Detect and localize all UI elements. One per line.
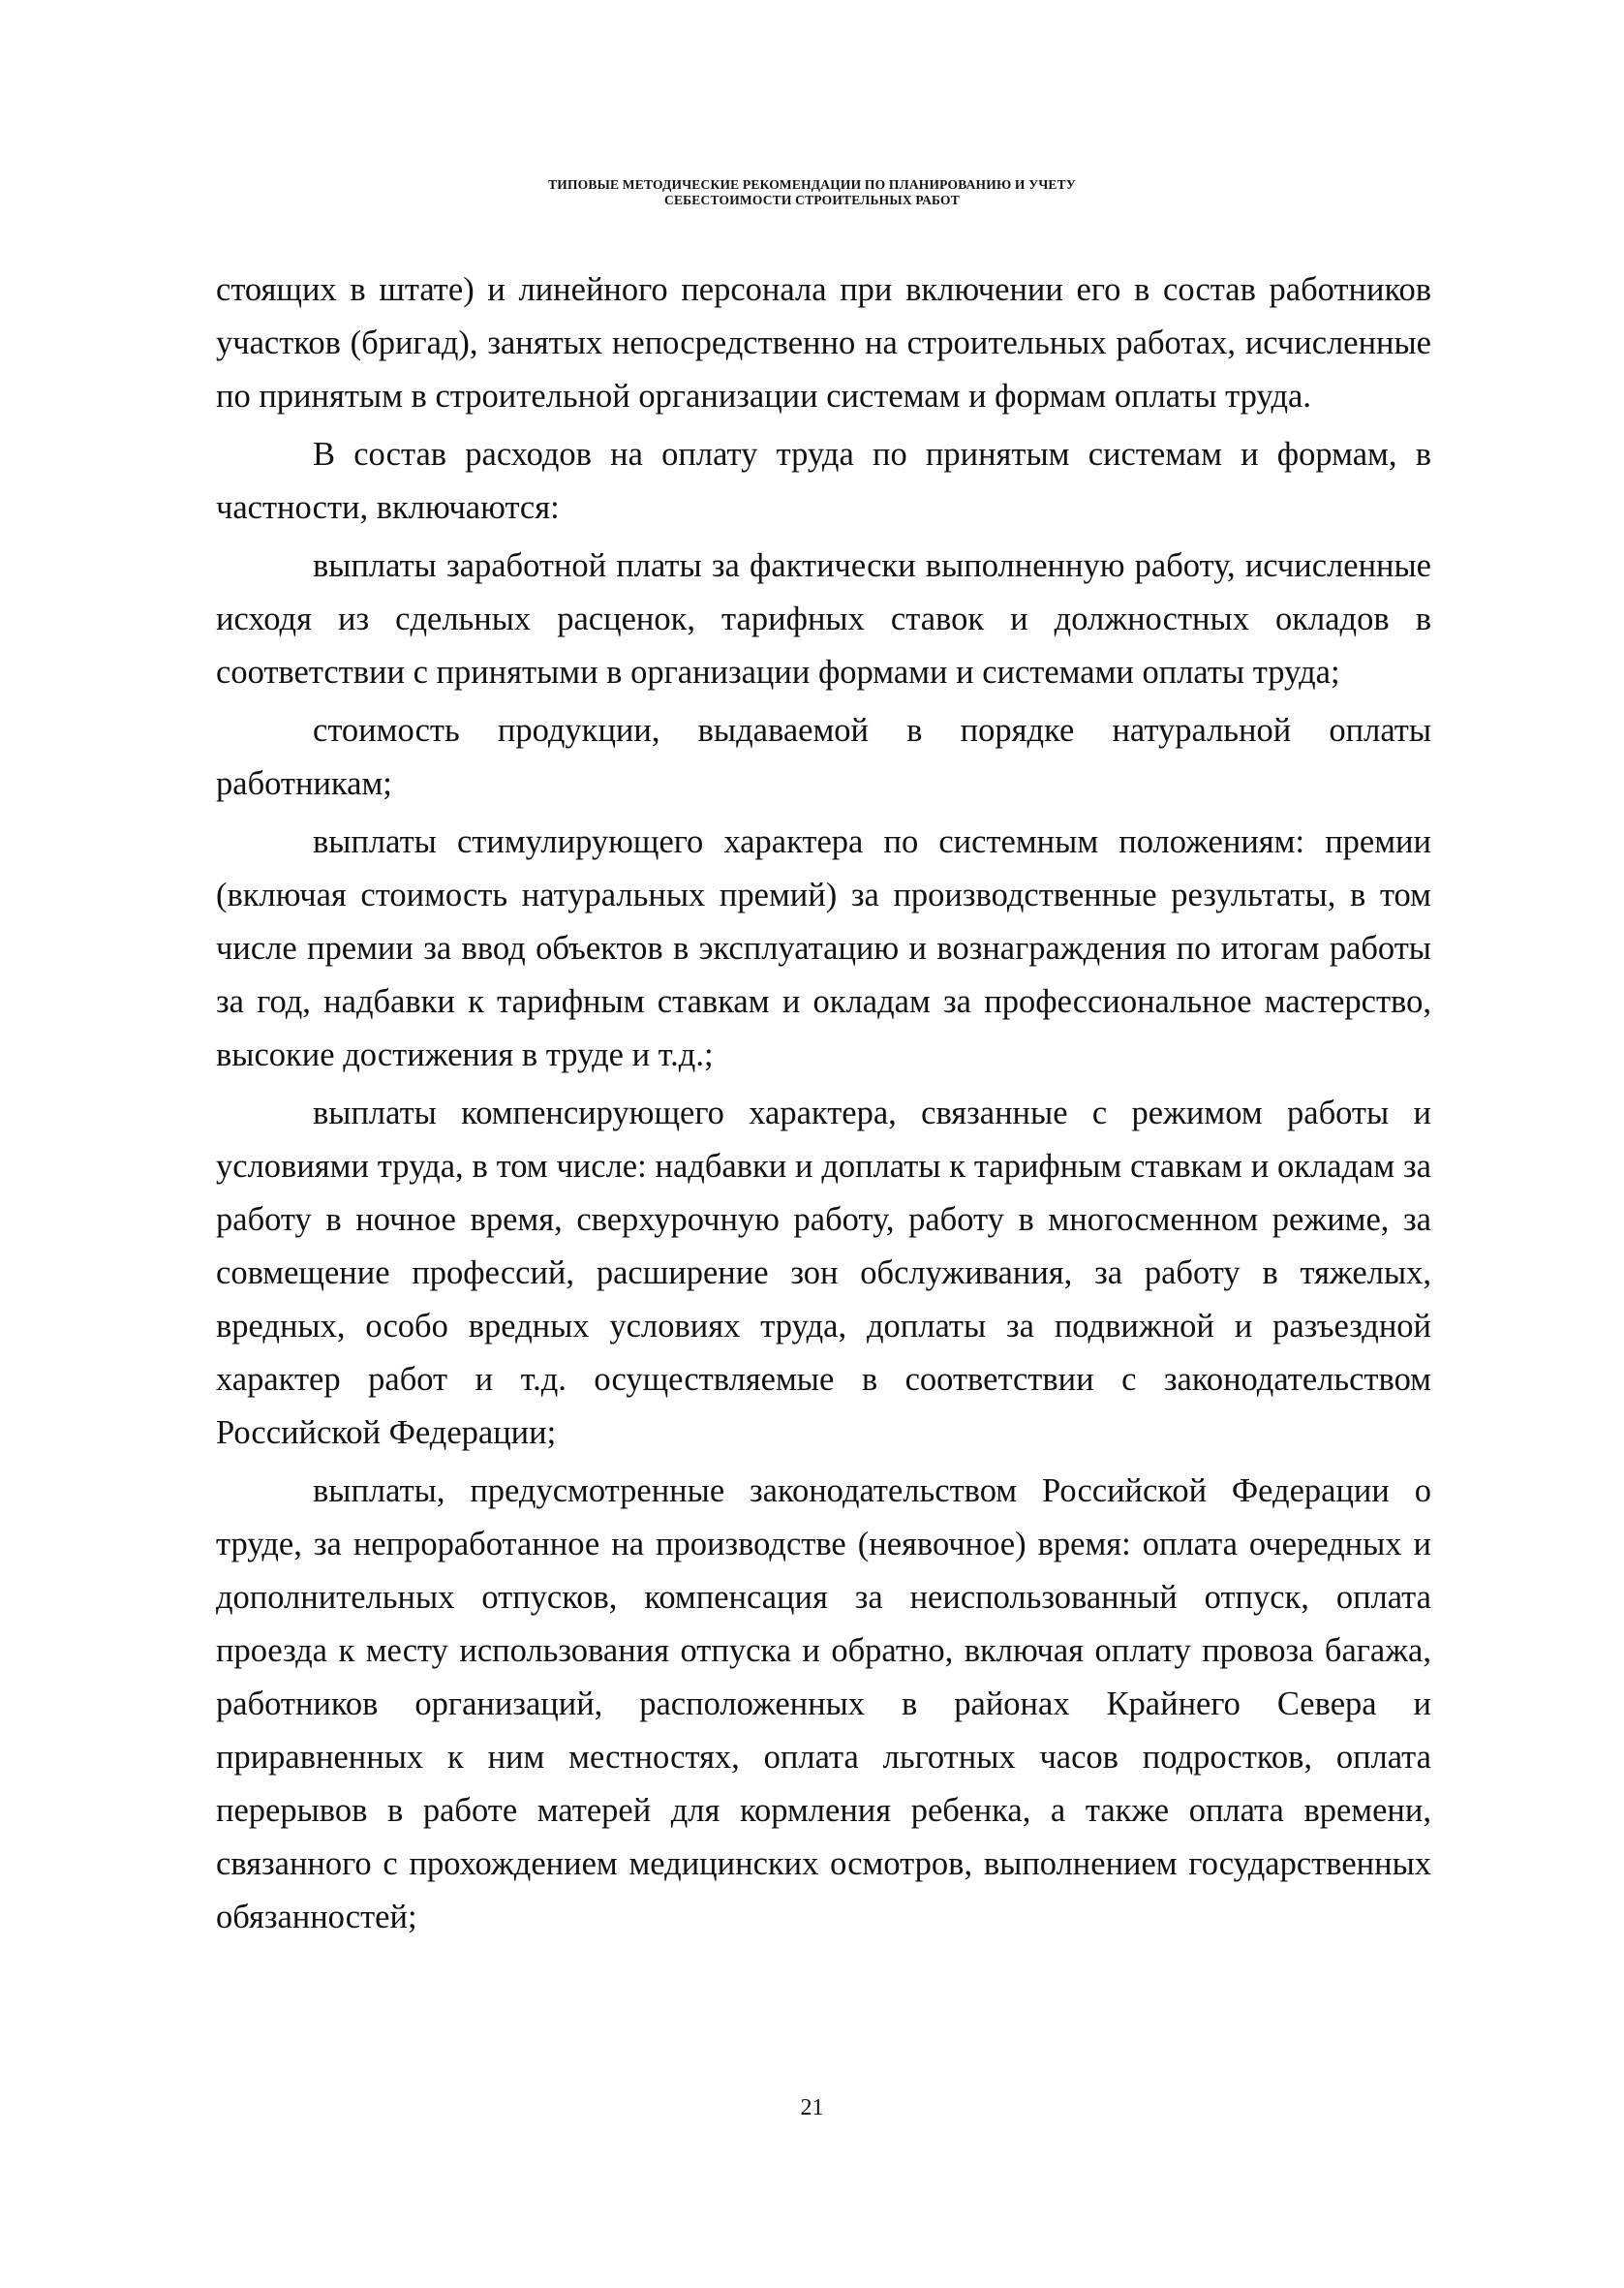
- running-header-line-2: СЕБЕСТОИМОСТИ СТРОИТЕЛЬНЫХ РАБОТ: [664, 193, 960, 207]
- document-body: [216, 263, 1431, 1949]
- paragraph: выплаты, предусмотренные законодательством Российской Федерации о труде, за непроработанное на производстве (неявочное) время: оплата очередных и дополнительных отпусков, компенсация за неиспользованный отпуск, оплата проезда к месту использования отпуска и обратно, включая оплату провоза багажа, работников организаций, расположенных в районах Крайнего Севера и приравненных к ним местностях, оплата льготных часов подростков, оплата перерывов в работе матерей для кормления ребенка, а также оплата времени, связанного с прохождением медицинских осмотров, выполнением государственных обязанностей;: [216, 1472, 1431, 1935]
- running-header-line-1: ТИПОВЫЕ МЕТОДИЧЕСКИЕ РЕКОМЕНДАЦИИ ПО ПЛАНИРОВАНИЮ И УЧЕТУ: [548, 177, 1076, 192]
- paragraph: выплаты стимулирующего характера по системным положениям: премии (включая стоимость натуральных премий) за производственные результаты, в том числе премии за ввод объектов в эксплуатацию и вознаграждения по итогам работы за год, надбавки к тарифным ставкам и окладам за профессиональное мастерство, высокие достижения в труде и т.д.;: [216, 823, 1431, 1073]
- paragraph: В состав расходов на оплату труда по принятым системам и формам, в частности, включаются:: [216, 436, 1431, 526]
- running-header: [0, 177, 1624, 208]
- page-number: 21: [800, 2095, 824, 2120]
- paragraph: стоимость продукции, выдаваемой в порядке натуральной оплаты работникам;: [216, 712, 1431, 802]
- paragraph: выплаты заработной платы за фактически выполненную работу, исчисленные исходя из сдельных расценок, тарифных ставок и должностных окладов в соответствии с принятыми в организации формами и системами оплаты труда;: [216, 547, 1431, 691]
- paragraph: выплаты компенсирующего характера, связанные с режимом работы и условиями труда, в том числе: надбавки и доплаты к тарифным ставкам и окладам за работу в ночное время, сверхурочную работу, работу в многосменном режиме, за совмещение профессий, расширение зон обслуживания, за работу в тяжелых, вредных, особо вредных условиях труда, доплаты за подвижной и разъездной характер работ и т.д. осуществляемые в соответствии с законодательством Российской Федерации;: [216, 1095, 1431, 1451]
- paragraph-continuation: стоящих в штате) и линейного персонала при включении его в состав работников участков (бригад), занятых непосредственно на строительных работах, исчисленные по принятым в строительной организации системам и формам оплаты труда.: [216, 271, 1431, 415]
